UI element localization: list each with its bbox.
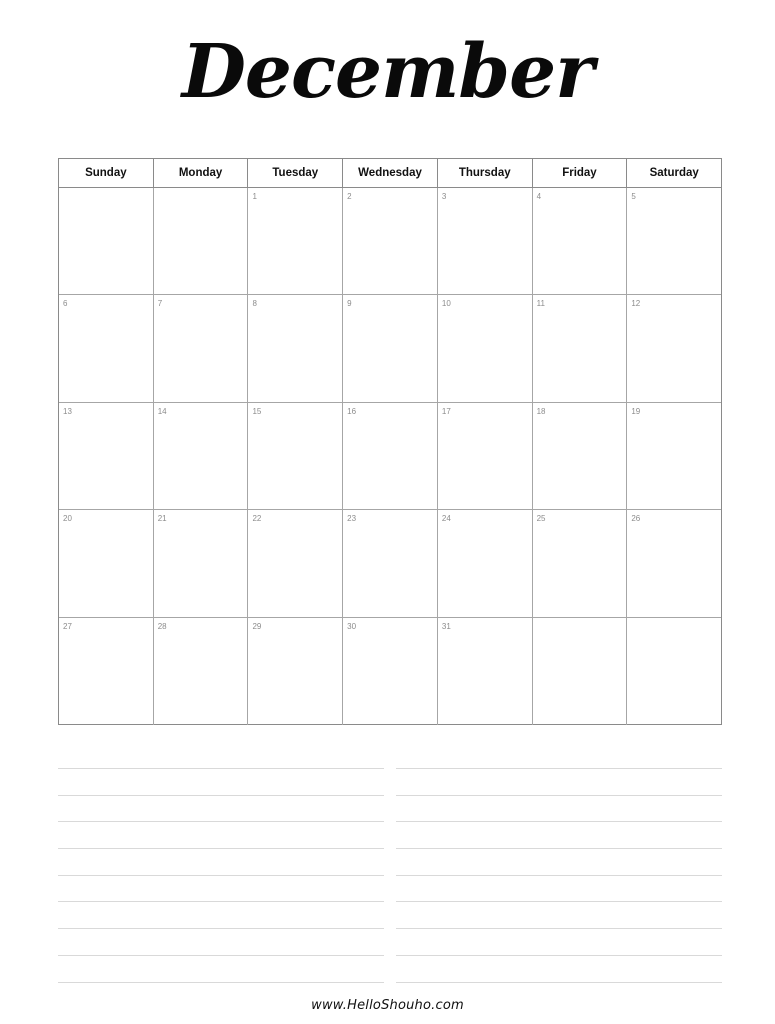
- day-number: 2: [347, 192, 352, 201]
- note-line: [58, 982, 384, 983]
- note-line: [396, 928, 722, 929]
- week-row: [59, 618, 721, 725]
- day-cell: [343, 618, 438, 725]
- day-number: 4: [536, 192, 542, 201]
- note-line: [396, 768, 722, 769]
- day-cell: [627, 188, 721, 294]
- note-line: [396, 821, 722, 822]
- day-number: 30: [347, 621, 357, 631]
- note-line: [396, 982, 722, 983]
- day-number: 15: [252, 406, 262, 416]
- day-number: 22: [252, 514, 262, 524]
- day-cell: [627, 403, 721, 509]
- day-number: 10: [441, 299, 451, 309]
- day-cell: [248, 295, 343, 401]
- note-line: [58, 795, 384, 796]
- day-cell: [533, 403, 628, 509]
- weekday-monday: Monday: [154, 159, 249, 187]
- day-cell: [154, 188, 249, 294]
- day-cell: [248, 618, 343, 725]
- day-cell: [59, 403, 154, 509]
- weekday-thursday: Thursday: [438, 159, 533, 187]
- footer-website: www.HelloShouho.com: [311, 998, 464, 1013]
- week-row: [59, 295, 721, 402]
- day-cell: [154, 510, 249, 616]
- note-line: [58, 821, 384, 822]
- day-number: 19: [631, 406, 641, 416]
- note-line: [396, 875, 722, 876]
- note-line: [396, 795, 722, 796]
- note-line: [58, 928, 384, 929]
- day-number: 23: [347, 514, 357, 524]
- day-cell: [438, 188, 533, 294]
- day-number: 31: [441, 621, 451, 631]
- day-cell: [59, 618, 154, 725]
- weekday-sunday: Sunday: [59, 159, 154, 187]
- day-cell: [627, 295, 721, 401]
- day-cell: [248, 403, 343, 509]
- day-number: 26: [631, 514, 641, 524]
- day-cell: [154, 295, 249, 401]
- day-cell: [438, 403, 533, 509]
- month-title: December: [181, 29, 594, 115]
- note-line: [58, 848, 384, 849]
- note-line: [58, 875, 384, 876]
- day-number: 8: [252, 299, 257, 309]
- day-cell: [533, 188, 628, 294]
- note-line: [58, 901, 384, 902]
- weekday-saturday: Saturday: [649, 167, 699, 179]
- day-cell: [343, 188, 438, 294]
- day-cell: [154, 618, 249, 725]
- week-row: [59, 510, 721, 617]
- day-number: 3: [441, 192, 447, 201]
- weeks-container: [59, 188, 721, 725]
- day-number: 24: [441, 514, 451, 524]
- day-number: 16: [347, 406, 357, 416]
- day-number: 14: [157, 406, 167, 416]
- weekday-header-row: [59, 159, 721, 188]
- day-cell: [248, 188, 343, 294]
- day-number: 28: [157, 621, 167, 631]
- day-number: 5: [631, 192, 636, 201]
- note-line: [58, 955, 384, 956]
- day-cell: [343, 510, 438, 616]
- weekday-tuesday: Tuesday: [248, 159, 343, 187]
- day-number: 11: [536, 299, 545, 309]
- day-cell: [343, 295, 438, 401]
- day-cell: [438, 295, 533, 401]
- day-number: 7: [157, 299, 163, 309]
- weekday-friday: Friday: [533, 159, 628, 187]
- day-number: 18: [536, 406, 546, 416]
- day-number: 20: [63, 514, 72, 524]
- day-cell: [438, 618, 533, 725]
- day-cell: [533, 295, 628, 401]
- notes-lines-left: [58, 768, 384, 1008]
- note-line: [58, 768, 384, 769]
- day-number: 9: [347, 299, 352, 309]
- day-cell: [59, 295, 154, 401]
- day-number: 13: [63, 406, 72, 416]
- note-line: [396, 901, 722, 902]
- day-cell: [438, 510, 533, 616]
- day-cell: [627, 510, 721, 616]
- day-number: 17: [441, 406, 451, 416]
- day-number: 25: [536, 514, 546, 524]
- week-row: [59, 403, 721, 510]
- day-number: 12: [631, 299, 641, 309]
- day-cell: [343, 403, 438, 509]
- day-cell: [248, 510, 343, 616]
- day-number: 21: [157, 514, 167, 524]
- note-line: [396, 955, 722, 956]
- day-cell: [154, 403, 249, 509]
- note-line: [396, 848, 722, 849]
- day-cell: [533, 510, 628, 616]
- day-cell: [627, 618, 721, 725]
- calendar-grid: [58, 158, 722, 725]
- day-number: 29: [252, 621, 262, 631]
- day-cell: [59, 188, 154, 294]
- day-number: 27: [63, 621, 72, 631]
- day-number: 1: [252, 192, 257, 201]
- day-cell: [533, 618, 628, 725]
- week-row: [59, 188, 721, 295]
- notes-lines-right: [396, 768, 722, 1008]
- day-number: 6: [63, 299, 68, 309]
- day-cell: [59, 510, 154, 616]
- weekday-wednesday: Wednesday: [343, 159, 438, 187]
